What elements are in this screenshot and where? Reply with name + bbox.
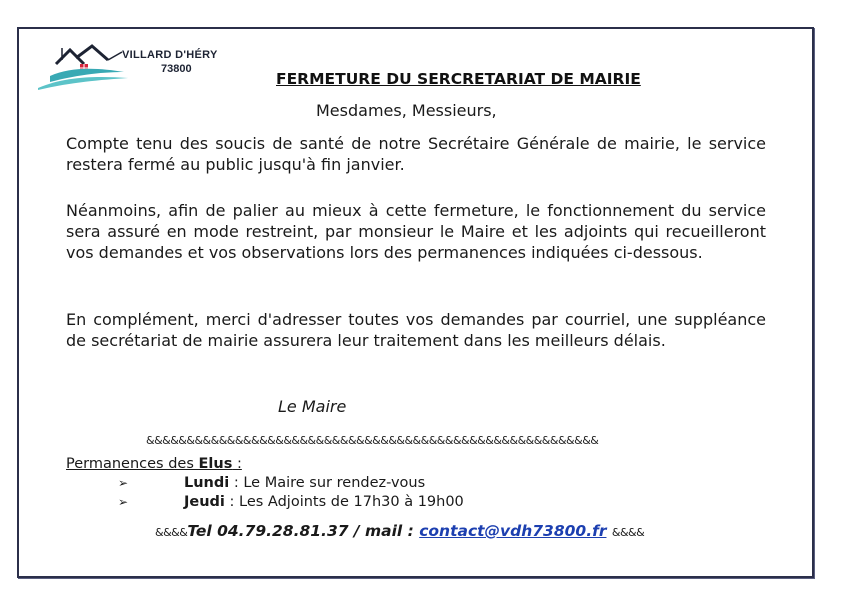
permanence-sep: : [229,475,244,491]
ornament-left: &&&& [155,526,188,539]
email-link[interactable]: contact@vdh73800.fr [419,522,607,540]
paragraph-2: Néanmoins, afin de palier au mieux à cette fermeture, le fonctionnement du service sera assuré en mode restreint, par monsieur le Maire et les adjoints qui recueilleront vos demandes et vos observations lors des permanences indiquées ci-dessous. [66,201,766,262]
permanences-title-prefix: Permanences des [66,456,199,472]
logo [36,42,236,94]
permanence-day: Lundi [184,475,230,491]
ornament-right: &&&& [611,526,645,539]
list-item [118,475,425,491]
arrow-bullet-icon: ➢ [118,495,129,509]
logo-zip: 73800 [161,63,192,75]
signature: Le Maire [278,397,347,416]
permanences-title-bold: Elus [198,456,233,472]
permanences-title [66,456,242,472]
page-title: FERMETURE DU SERCRETARIAT DE MAIRIE [276,70,641,88]
greeting: Mesdames, Messieurs, [316,101,497,120]
permanence-sep: : [224,494,240,510]
paragraph-1: Compte tenu des soucis de santé de notre Secrétaire Générale de mairie, le service restera fermé au public jusqu'à fin janvier. [66,134,766,174]
permanence-text: Le Maire sur rendez-vous [243,475,426,491]
ornament-divider: &&&&&&&&&&&&&&&&&&&&&&&&&&&&&&&&&&&&&&&&&&&&&&&&&&&&&&&& [146,434,599,447]
contact-tel: Tel 04.79.28.81.37 / mail : [187,522,420,540]
permanence-text: Les Adjoints de 17h30 à 19h00 [239,494,464,510]
list-item [118,494,464,510]
paragraph-3: En complément, merci d'adresser toutes vos demandes par courriel, une suppléance de secrétariat de mairie assurera leur traitement dans les meilleurs délais. [66,310,766,350]
permanences-title-suffix: : [232,456,242,472]
permanence-day: Jeudi [184,494,225,510]
logo-name: VILLARD D'HÉRY [122,49,218,61]
contact-line [155,522,644,540]
arrow-bullet-icon: ➢ [118,476,129,490]
